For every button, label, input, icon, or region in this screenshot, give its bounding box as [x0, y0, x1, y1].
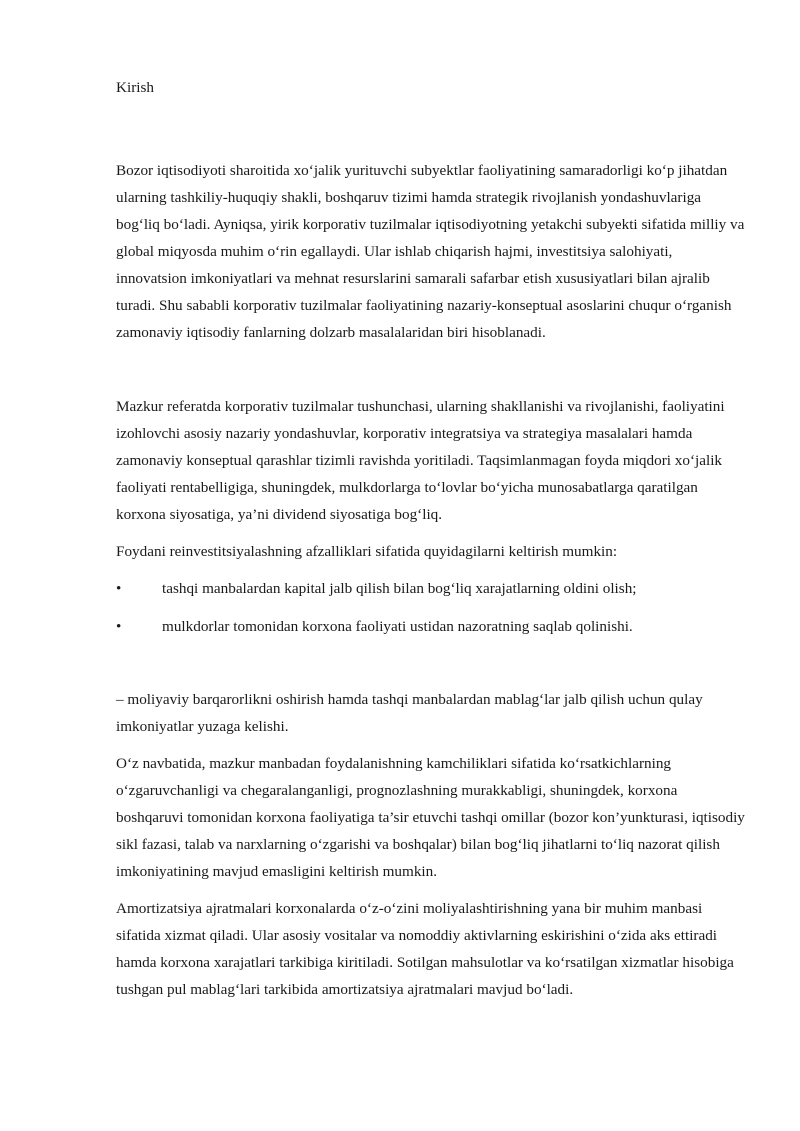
list-item [116, 575, 746, 602]
document-title: Kirish [116, 79, 154, 96]
document-page [116, 74, 746, 1013]
list-item [116, 613, 746, 640]
list-item-text: mulkdorlar tomonidan korxona faoliyati ustidan nazoratning saqlab qolinishi. [162, 618, 633, 635]
amortization-paragraph: Amortizatsiya ajratmalari korxonalarda o‘z-o‘zini moliyalashtirishning yana bir muhim manbasi sifatida xizmat qiladi. Ular asosiy vositalar va nomoddiy aktivlarning eskirishini o‘zida aks ettiradi hamda korxona xarajatlari tarkibiga kiritiladi. Sotilgan mahsulotlar va ko‘rsatilgan xizmatlar hisobiga tushgan pul mablag‘lari tarkibida amortizatsiya ajratmalari mavjud bo‘ladi. [116, 900, 734, 998]
list-intro-paragraph: Foydani reinvestitsiyalashning afzalliklari sifatida quyidagilarni keltirish mumkin: [116, 543, 618, 560]
bullet-mark: • [116, 580, 122, 597]
disadvantages-paragraph: O‘z navbatida, mazkur manbadan foydalanishning kamchiliklari sifatida ko‘rsatkichlarning o‘zgaruvchanligi va chegaralanganligi, prognozlashning murakkabligi, shuningdek, korxona boshqaruvi tomonidan korxona faoliyatiga ta’sir etuvchi tashqi omillar (bozor kon’yunkturasi, iqtisodiy sikl fazasi, talab va narxlarning o‘zgarishi va boshqalar) bilan bog‘liq jihatlarni to‘liq nazorat qilish imkoniyatining mavjud emasligini keltirish mumkin. [116, 755, 745, 880]
list-item-text: tashqi manbalardan kapital jalb qilish bilan bog‘liq xarajatlarning oldini olish; [162, 580, 637, 597]
intro-paragraph: Bozor iqtisodiyoti sharoitida xo‘jalik yurituvchi subyektlar faoliyatining samaradorligi ko‘p jihatdan ularning tashkiliy-huquqiy shakli, boshqaruv tizimi hamda strategik rivojlanish yondashuvlariga bog‘liq bo‘ladi. Ayniqsa, yirik korporativ tuzilmalar iqtisodiyotning yetakchi subyekti sifatida milliy va global miqyosda muhim o‘rin egallaydi. Ular ishlab chiqarish hajmi, investitsiya salohiyati, innovatsion imkoniyatlari va mehnat resurslarini samarali safarbar etish xususiyatlari bilan ajralib turadi. Shu sababli korporativ tuzilmalar faoliyatining nazariy-konseptual asoslarini chuqur o‘rganish zamonaviy iqtisodiy fanlarning dolzarb masalalaridan biri hisoblanadi. [116, 162, 745, 341]
dash-paragraph: – moliyaviy barqarorlikni oshirish hamda tashqi manbalardan mablag‘lar jalb qilish uchun qulay imkoniyatlar yuzaga kelishi. [116, 691, 703, 735]
bullet-mark: • [116, 618, 122, 635]
referat-paragraph: Mazkur referatda korporativ tuzilmalar tushunchasi, ularning shakllanishi va rivojlanishi, faoliyatini izohlovchi asosiy nazariy yondashuvlar, korporativ integratsiya va strategiya masalalari hamda zamonaviy konseptual qarashlar tizimli ravishda yoritiladi. Taqsimlanmagan foyda miqdori xo‘jalik faoliyati rentabelligiga, shuningdek, mulkdorlarga to‘lovlar bo‘yicha munosabatlarga qaratilgan korxona siyosatiga, ya’ni dividend siyosatiga bog‘liq. [116, 398, 725, 523]
